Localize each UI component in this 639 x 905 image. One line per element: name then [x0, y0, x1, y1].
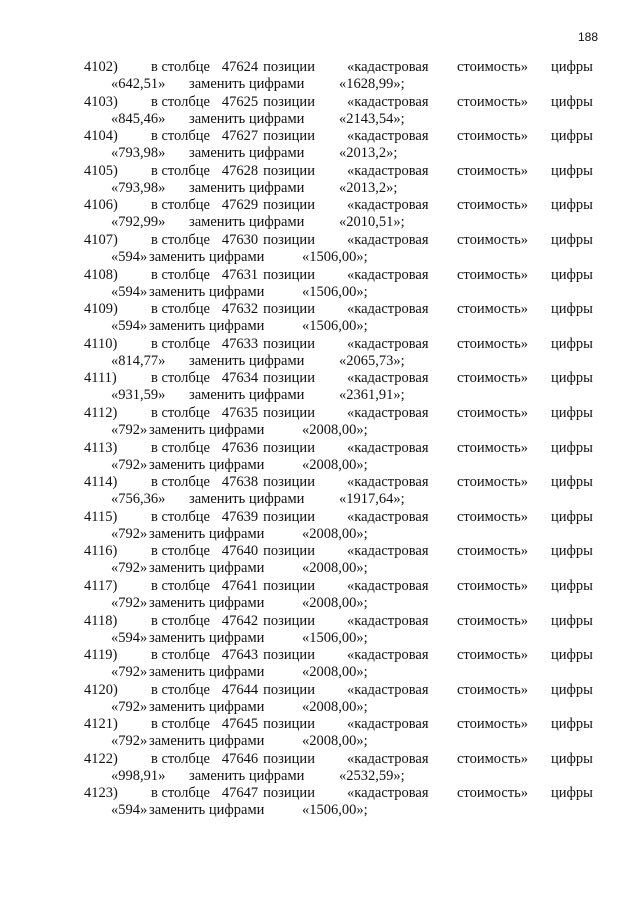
- entry-digits-word: цифры: [551, 716, 593, 733]
- entry-column: [151, 163, 315, 180]
- entry-new-value: «2013,2»;: [339, 179, 398, 196]
- amendment-entry: [0, 370, 639, 405]
- entry-digits-word: цифры: [551, 543, 593, 560]
- entry-digits-word: цифры: [551, 785, 593, 802]
- entry-column: [151, 578, 315, 595]
- entry-column: [151, 301, 315, 318]
- entry-cost-word: стоимость»: [457, 59, 529, 75]
- entry-column-number: 47634: [221, 370, 259, 387]
- entry-in-column-phrase: в столбце: [151, 197, 210, 214]
- entry-column: [151, 232, 315, 249]
- entry-cost-word: стоимость»: [457, 543, 529, 560]
- entry-new-value: «2143,54»;: [339, 110, 405, 127]
- entry-old-value: «845,46»: [111, 110, 166, 127]
- entry-position-word: позиции: [263, 577, 315, 594]
- entry-number: 4119): [84, 647, 118, 664]
- entry-column-number: 47625: [221, 93, 259, 110]
- entry-digits-word: цифры: [551, 231, 593, 248]
- entry-column-number: 47641: [221, 577, 259, 594]
- page-number: 188: [578, 30, 599, 44]
- entry-in-column-phrase: в столбце: [151, 785, 210, 802]
- entry-position-word: позиции: [263, 508, 315, 525]
- entry-column-number: 47638: [221, 474, 259, 491]
- entry-position-word: позиции: [263, 231, 315, 248]
- entry-cadastral-word: «кадастровая: [347, 785, 429, 802]
- entry-digits-word: цифры: [551, 439, 593, 456]
- entry-cadastral-word: «кадастровая: [347, 647, 429, 664]
- entry-number: 4102): [84, 59, 118, 75]
- entry-replace-phrase: заменить цифрами: [149, 560, 265, 577]
- entry-number: 4114): [84, 474, 118, 491]
- entry-replace-phrase: заменить цифрами: [149, 421, 265, 438]
- entry-position-word: позиции: [263, 785, 315, 802]
- entry-number: 4103): [84, 93, 118, 110]
- entry-cadastral-word: «кадастровая: [347, 508, 429, 525]
- entry-column-number: 47627: [221, 128, 259, 145]
- entry-in-column-phrase: в столбце: [151, 681, 210, 698]
- entry-cost-word: стоимость»: [457, 647, 529, 664]
- entry-column-number: 47633: [221, 335, 259, 352]
- entry-number: 4104): [84, 128, 118, 145]
- entry-column-number: 47643: [221, 647, 259, 664]
- entry-new-value: «2532,59»;: [339, 767, 405, 784]
- entry-cadastral-word: «кадастровая: [347, 612, 429, 629]
- entry-position-word: позиции: [263, 439, 315, 456]
- entry-number: 4116): [84, 543, 118, 560]
- entry-number: 4108): [84, 266, 118, 283]
- entry-column: [151, 682, 315, 699]
- entry-cadastral-word: «кадастровая: [347, 543, 429, 560]
- entry-column: [151, 94, 315, 111]
- entry-old-value: «594»: [111, 318, 148, 335]
- entry-digits-word: цифры: [551, 474, 593, 491]
- entry-in-column-phrase: в столбце: [151, 543, 210, 560]
- entry-replace-phrase: заменить цифрами: [149, 248, 265, 265]
- entry-old-value: «931,59»: [111, 387, 166, 404]
- entry-replace-phrase: заменить цифрами: [189, 76, 305, 92]
- entry-in-column-phrase: в столбце: [151, 750, 210, 767]
- entry-cost-word: стоимость»: [457, 474, 529, 491]
- entry-position-word: позиции: [263, 266, 315, 283]
- entry-column: [151, 543, 315, 560]
- amendment-entry: [0, 197, 639, 232]
- entry-cadastral-word: «кадастровая: [347, 335, 429, 352]
- entry-column: [151, 647, 315, 664]
- entry-cadastral-word: «кадастровая: [347, 128, 429, 145]
- entry-cost-word: стоимость»: [457, 404, 529, 421]
- entry-digits-word: цифры: [551, 404, 593, 421]
- entry-column-number: 47631: [221, 266, 259, 283]
- entry-new-value: «1506,00»;: [302, 248, 368, 265]
- entry-position-word: позиции: [263, 647, 315, 664]
- entry-cadastral-word: «кадастровая: [347, 404, 429, 421]
- entry-column-number: 47642: [221, 612, 259, 629]
- entry-digits-word: цифры: [551, 681, 593, 698]
- amendment-entry: [0, 336, 639, 371]
- entry-new-value: «1506,00»;: [302, 629, 368, 646]
- entry-cadastral-word: «кадастровая: [347, 439, 429, 456]
- entry-digits-word: цифры: [551, 577, 593, 594]
- entry-column-number: 47640: [221, 543, 259, 560]
- entry-replace-phrase: заменить цифрами: [149, 283, 265, 300]
- entry-cadastral-word: «кадастровая: [347, 301, 429, 318]
- entry-column: [151, 128, 315, 145]
- entry-digits-word: цифры: [551, 508, 593, 525]
- entry-old-value: «792,99»: [111, 214, 166, 231]
- entry-replace-phrase: заменить цифрами: [149, 698, 265, 715]
- amendment-entry: [0, 682, 639, 717]
- entry-cadastral-word: «кадастровая: [347, 716, 429, 733]
- entry-cadastral-word: «кадастровая: [347, 59, 429, 75]
- entry-cadastral-word: «кадастровая: [347, 370, 429, 387]
- entry-cadastral-word: «кадастровая: [347, 474, 429, 491]
- entry-number: 4105): [84, 162, 118, 179]
- entry-position-word: позиции: [263, 543, 315, 560]
- amendment-entry: [0, 509, 639, 544]
- entry-new-value: «1506,00»;: [302, 283, 368, 300]
- entry-position-word: позиции: [263, 404, 315, 421]
- entry-new-value: «2013,2»;: [339, 145, 398, 162]
- amendment-entry: [0, 543, 639, 578]
- entry-old-value: «793,98»: [111, 179, 166, 196]
- amendment-entry: [0, 785, 639, 820]
- entry-replace-phrase: заменить цифрами: [189, 767, 305, 784]
- entry-old-value: «998,91»: [111, 767, 166, 784]
- entry-replace-phrase: заменить цифрами: [149, 525, 265, 542]
- entry-old-value: «792»: [111, 525, 148, 542]
- entry-cadastral-word: «кадастровая: [347, 750, 429, 767]
- entry-column: [151, 336, 315, 353]
- entry-cadastral-word: «кадастровая: [347, 231, 429, 248]
- entry-new-value: «1506,00»;: [302, 318, 368, 335]
- entry-cost-word: стоимость»: [457, 577, 529, 594]
- entry-digits-word: цифры: [551, 59, 593, 75]
- entry-column-number: 47635: [221, 404, 259, 421]
- entry-old-value: «792»: [111, 698, 148, 715]
- entry-cost-word: стоимость»: [457, 508, 529, 525]
- entry-number: 4115): [84, 508, 118, 525]
- entry-in-column-phrase: в столбце: [151, 647, 210, 664]
- entry-replace-phrase: заменить цифрами: [149, 664, 265, 681]
- entry-cost-word: стоимость»: [457, 162, 529, 179]
- entry-in-column-phrase: в столбце: [151, 59, 210, 75]
- entry-position-word: позиции: [263, 370, 315, 387]
- entry-column: [151, 197, 315, 214]
- entry-in-column-phrase: в столбце: [151, 612, 210, 629]
- entry-old-value: «642,51»: [111, 76, 166, 92]
- entry-in-column-phrase: в столбце: [151, 93, 210, 110]
- entry-column: [151, 440, 315, 457]
- amendment-entry: [0, 405, 639, 440]
- amendment-entry: [0, 94, 639, 129]
- entry-position-word: позиции: [263, 716, 315, 733]
- entry-old-value: «594»: [111, 629, 148, 646]
- entry-new-value: «1917,64»;: [339, 491, 405, 508]
- entry-cost-word: стоимость»: [457, 266, 529, 283]
- amendment-entry: [0, 59, 639, 94]
- entry-digits-word: цифры: [551, 93, 593, 110]
- amendment-entry: [0, 751, 639, 786]
- entry-in-column-phrase: в столбце: [151, 404, 210, 421]
- entry-number: 4123): [84, 785, 118, 802]
- entry-number: 4106): [84, 197, 118, 214]
- amendment-list: [0, 59, 639, 820]
- entry-column-number: 47647: [221, 785, 259, 802]
- entry-cost-word: стоимость»: [457, 197, 529, 214]
- entry-cost-word: стоимость»: [457, 301, 529, 318]
- entry-replace-phrase: заменить цифрами: [189, 387, 305, 404]
- entry-number: 4117): [84, 577, 118, 594]
- entry-position-word: позиции: [263, 197, 315, 214]
- amendment-entry: [0, 716, 639, 751]
- entry-position-word: позиции: [263, 681, 315, 698]
- entry-replace-phrase: заменить цифрами: [189, 179, 305, 196]
- entry-position-word: позиции: [263, 750, 315, 767]
- entry-new-value: «2008,00»;: [302, 421, 368, 438]
- entry-in-column-phrase: в столбце: [151, 128, 210, 145]
- entry-cost-word: стоимость»: [457, 785, 529, 802]
- entry-in-column-phrase: в столбце: [151, 301, 210, 318]
- entry-number: 4109): [84, 301, 118, 318]
- entry-old-value: «792»: [111, 421, 148, 438]
- entry-column-number: 47645: [221, 716, 259, 733]
- entry-old-value: «792»: [111, 456, 148, 473]
- entry-replace-phrase: заменить цифрами: [189, 110, 305, 127]
- entry-in-column-phrase: в столбце: [151, 716, 210, 733]
- entry-new-value: «2010,51»;: [339, 214, 405, 231]
- amendment-entry: [0, 474, 639, 509]
- entry-in-column-phrase: в столбце: [151, 474, 210, 491]
- entry-old-value: «792»: [111, 664, 148, 681]
- amendment-entry: [0, 232, 639, 267]
- entry-replace-phrase: заменить цифрами: [149, 318, 265, 335]
- entry-new-value: «2008,00»;: [302, 594, 368, 611]
- entry-in-column-phrase: в столбце: [151, 508, 210, 525]
- entry-digits-word: цифры: [551, 647, 593, 664]
- entry-column-number: 47628: [221, 162, 259, 179]
- entry-number: 4110): [84, 335, 118, 352]
- entry-replace-phrase: заменить цифрами: [189, 145, 305, 162]
- entry-number: 4120): [84, 681, 118, 698]
- entry-in-column-phrase: в столбце: [151, 231, 210, 248]
- entry-cadastral-word: «кадастровая: [347, 93, 429, 110]
- entry-column: [151, 405, 315, 422]
- entry-column: [151, 785, 315, 802]
- entry-in-column-phrase: в столбце: [151, 266, 210, 283]
- entry-old-value: «594»: [111, 248, 148, 265]
- entry-position-word: позиции: [263, 335, 315, 352]
- entry-number: 4121): [84, 716, 118, 733]
- entry-digits-word: цифры: [551, 197, 593, 214]
- amendment-entry: [0, 301, 639, 336]
- entry-old-value: «594»: [111, 802, 148, 819]
- entry-old-value: «792»: [111, 594, 148, 611]
- entry-column-number: 47624: [221, 59, 259, 75]
- entry-column: [151, 716, 315, 733]
- entry-new-value: «1628,99»;: [339, 76, 405, 92]
- entry-new-value: «2008,00»;: [302, 664, 368, 681]
- entry-column: [151, 474, 315, 491]
- entry-new-value: «2065,73»;: [339, 352, 405, 369]
- entry-cost-word: стоимость»: [457, 231, 529, 248]
- entry-column-number: 47646: [221, 750, 259, 767]
- entry-number: 4111): [84, 370, 117, 387]
- entry-cost-word: стоимость»: [457, 93, 529, 110]
- entry-cost-word: стоимость»: [457, 750, 529, 767]
- entry-digits-word: цифры: [551, 335, 593, 352]
- amendment-entry: [0, 613, 639, 648]
- entry-number: 4112): [84, 404, 118, 421]
- entry-new-value: «2008,00»;: [302, 698, 368, 715]
- entry-in-column-phrase: в столбце: [151, 370, 210, 387]
- entry-cost-word: стоимость»: [457, 128, 529, 145]
- entry-number: 4107): [84, 231, 118, 248]
- entry-old-value: «756,36»: [111, 491, 166, 508]
- entry-cost-word: стоимость»: [457, 335, 529, 352]
- entry-cadastral-word: «кадастровая: [347, 162, 429, 179]
- entry-column: [151, 509, 315, 526]
- entry-replace-phrase: заменить цифрами: [149, 802, 265, 819]
- entry-replace-phrase: заменить цифрами: [189, 352, 305, 369]
- entry-position-word: позиции: [263, 128, 315, 145]
- entry-digits-word: цифры: [551, 162, 593, 179]
- entry-in-column-phrase: в столбце: [151, 335, 210, 352]
- amendment-entry: [0, 578, 639, 613]
- entry-new-value: «2008,00»;: [302, 560, 368, 577]
- amendment-entry: [0, 440, 639, 475]
- amendment-entry: [0, 163, 639, 198]
- entry-in-column-phrase: в столбце: [151, 577, 210, 594]
- entry-replace-phrase: заменить цифрами: [149, 733, 265, 750]
- entry-new-value: «1506,00»;: [302, 802, 368, 819]
- entry-cost-word: стоимость»: [457, 612, 529, 629]
- entry-digits-word: цифры: [551, 612, 593, 629]
- entry-old-value: «792»: [111, 733, 148, 750]
- entry-position-word: позиции: [263, 59, 315, 75]
- entry-column: [151, 59, 315, 76]
- entry-replace-phrase: заменить цифрами: [149, 594, 265, 611]
- entry-cost-word: стоимость»: [457, 439, 529, 456]
- amendment-entry: [0, 267, 639, 302]
- entry-old-value: «594»: [111, 283, 148, 300]
- entry-digits-word: цифры: [551, 301, 593, 318]
- entry-old-value: «814,77»: [111, 352, 166, 369]
- entry-column: [151, 751, 315, 768]
- entry-in-column-phrase: в столбце: [151, 439, 210, 456]
- entry-cost-word: стоимость»: [457, 681, 529, 698]
- entry-column-number: 47632: [221, 301, 259, 318]
- entry-column-number: 47630: [221, 231, 259, 248]
- entry-column: [151, 267, 315, 284]
- entry-column: [151, 613, 315, 630]
- entry-replace-phrase: заменить цифрами: [189, 214, 305, 231]
- entry-digits-word: цифры: [551, 266, 593, 283]
- entry-column-number: 47644: [221, 681, 259, 698]
- entry-new-value: «2361,91»;: [339, 387, 405, 404]
- entry-cadastral-word: «кадастровая: [347, 197, 429, 214]
- entry-position-word: позиции: [263, 93, 315, 110]
- entry-digits-word: цифры: [551, 750, 593, 767]
- entry-old-value: «793,98»: [111, 145, 166, 162]
- entry-replace-phrase: заменить цифрами: [189, 491, 305, 508]
- entry-position-word: позиции: [263, 162, 315, 179]
- entry-column-number: 47639: [221, 508, 259, 525]
- entry-digits-word: цифры: [551, 128, 593, 145]
- entry-cost-word: стоимость»: [457, 370, 529, 387]
- entry-position-word: позиции: [263, 474, 315, 491]
- entry-cost-word: стоимость»: [457, 716, 529, 733]
- amendment-entry: [0, 128, 639, 163]
- entry-number: 4113): [84, 439, 118, 456]
- entry-position-word: позиции: [263, 301, 315, 318]
- entry-in-column-phrase: в столбце: [151, 162, 210, 179]
- entry-column-number: 47629: [221, 197, 259, 214]
- entry-digits-word: цифры: [551, 370, 593, 387]
- amendment-entry: [0, 647, 639, 682]
- entry-new-value: «2008,00»;: [302, 525, 368, 542]
- entry-old-value: «792»: [111, 560, 148, 577]
- entry-position-word: позиции: [263, 612, 315, 629]
- entry-replace-phrase: заменить цифрами: [149, 629, 265, 646]
- entry-cadastral-word: «кадастровая: [347, 266, 429, 283]
- entry-number: 4122): [84, 750, 118, 767]
- entry-number: 4118): [84, 612, 118, 629]
- entry-new-value: «2008,00»;: [302, 733, 368, 750]
- entry-new-value: «2008,00»;: [302, 456, 368, 473]
- entry-cadastral-word: «кадастровая: [347, 577, 429, 594]
- entry-column-number: 47636: [221, 439, 259, 456]
- entry-column: [151, 370, 315, 387]
- entry-cadastral-word: «кадастровая: [347, 681, 429, 698]
- entry-replace-phrase: заменить цифрами: [149, 456, 265, 473]
